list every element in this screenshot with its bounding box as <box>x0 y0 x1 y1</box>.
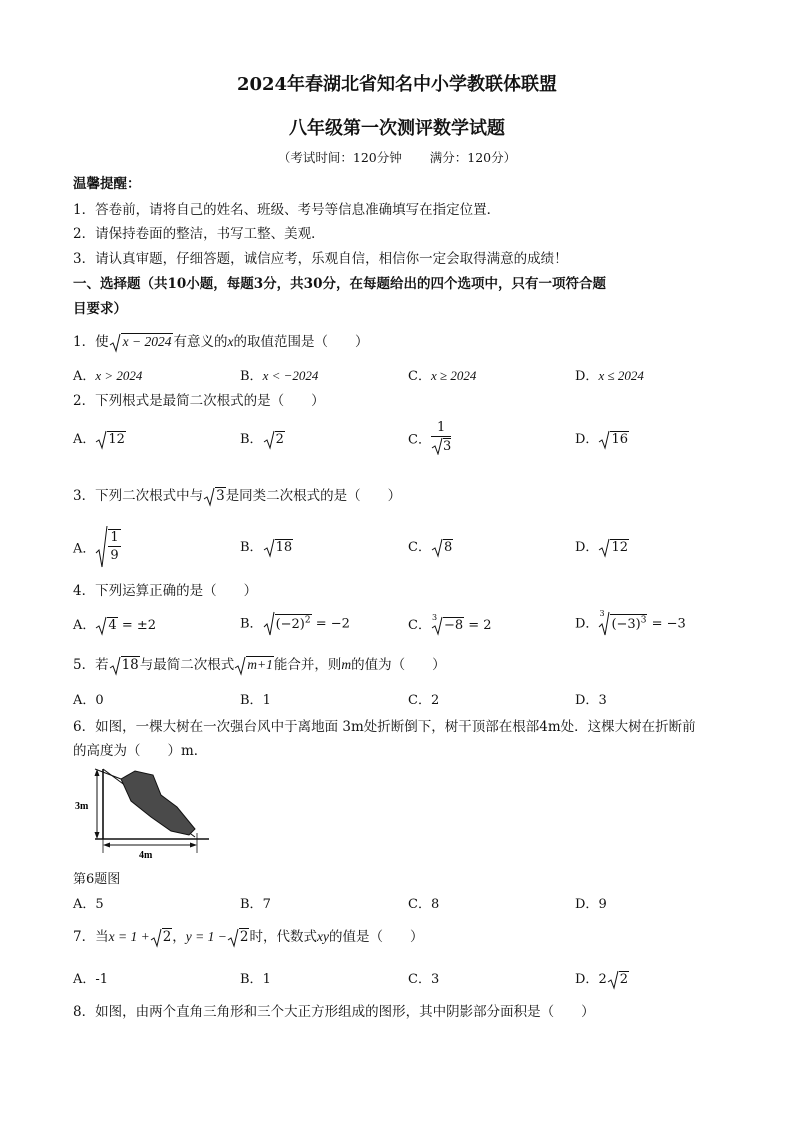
q5-option-a: A．0 <box>73 693 104 708</box>
q3-option-b: B． 18 <box>240 540 293 555</box>
tree-figure <box>73 765 213 865</box>
q7-option-c: C．3 <box>408 972 440 987</box>
fallen-tree-crown <box>121 771 195 835</box>
q1-option-b: B．x < −2024 <box>240 368 319 384</box>
q7-option-b: B．1 <box>240 972 271 987</box>
q5-option-c: C．2 <box>408 693 440 708</box>
q7-option-a: A．-1 <box>73 972 109 987</box>
q2-option-c: C． $\frac{1}{3}$ <box>408 420 452 454</box>
full-score: 满分：120分） <box>429 150 517 165</box>
q6-option-c: C．8 <box>408 897 440 912</box>
tree-figure-drawing <box>73 765 213 861</box>
q2-option-a: A． 12 <box>73 432 125 447</box>
q4-option-d: D． 3 $(-3)^3 = -3$ <box>575 611 686 637</box>
notice-item-2: 2．请保持卷面的整洁，书写工整、美观． <box>73 226 325 242</box>
figure-6-caption: 第6题图 <box>73 872 121 887</box>
q3-option-a: A． $\frac{1}{9}$ <box>73 525 121 569</box>
question-7-stem: 7．当x = 1 + 2，y = 1 − 2时，代数式xy的值是（ ） <box>73 929 424 945</box>
exam-title-line2: 八年级第一次测评数学试题 <box>289 118 505 139</box>
q6-option-b: B．7 <box>240 897 271 912</box>
q5-option-b: B．1 <box>240 693 271 708</box>
q3-option-c: C． 8 <box>408 540 453 555</box>
q6-option-d: D．9 <box>575 897 607 912</box>
question-1-stem: 1．使 x − 2024 有意义的x的取值范围是（ ） <box>73 330 368 353</box>
question-4-stem: 4．下列运算正确的是（ ） <box>73 583 258 599</box>
question-2-stem: 2．下列根式是最简二次根式的是（ ） <box>73 393 325 409</box>
exam-info <box>0 148 794 166</box>
q1-option-d: D．x ≤ 2024 <box>575 368 644 384</box>
section1-heading-line1: 一、选择题（共10小题，每题3分，共30分，在每题给出的四个选项中，只有一项符合题 <box>73 276 606 292</box>
sqrt-symbol <box>109 333 121 353</box>
q1-option-a: A．x > 2024 <box>73 368 143 384</box>
question-8-stem: 8．如图，由两个直角三角形和三个大正方形组成的图形，其中阴影部分面积是（ ） <box>73 1004 595 1020</box>
q7-option-d: D．2 2 <box>575 972 628 987</box>
question-5-stem: 5．若 18与最简二次根式 m+1能合并，则m的值为（ ） <box>73 657 446 673</box>
q2-option-d: D． 16 <box>575 432 628 447</box>
q6-option-a: A．5 <box>73 897 104 912</box>
q5-option-d: D．3 <box>575 693 607 708</box>
question-6-stem-line1: 6．如图，一棵大树在一次强台风中于离地面 3m处折断倒下，树干顶部在根部4m处．这棵大树在折断前 <box>73 719 696 735</box>
q4-option-a: A． 4 = ±2 <box>73 618 157 633</box>
height-label: 3m <box>75 801 89 812</box>
exam-time: （考试时间：120分钟 <box>277 150 402 165</box>
exam-title-line1: 2024年春湖北省知名中小学教联体联盟 <box>236 74 558 95</box>
q4-option-c: C． 3 −8 = 2 <box>408 612 492 633</box>
notice-item-3: 3．请认真审题，仔细答题，诚信应考，乐观自信，相信你一定会取得满意的成绩！ <box>73 251 568 267</box>
q2-option-b: B． 2 <box>240 432 284 447</box>
section1-heading-line2: 目要求） <box>73 301 127 317</box>
notice-item-1: 1．答卷前，请将自己的姓名、班级、考号等信息准确填写在指定位置． <box>73 202 501 218</box>
base-label: 4m <box>139 850 153 861</box>
question-6-stem-line2: 的高度为（ ）m． <box>73 743 208 759</box>
notice-heading: 温馨提醒： <box>73 176 141 192</box>
q4-option-b: B． $(-2)^2 = -2$ <box>240 611 350 637</box>
q3-option-d: D． 12 <box>575 540 628 555</box>
question-3-stem: 3．下列二次根式中与 3是同类二次根式的是（ ） <box>73 488 402 504</box>
q1-option-c: C．x ≥ 2024 <box>408 368 477 384</box>
